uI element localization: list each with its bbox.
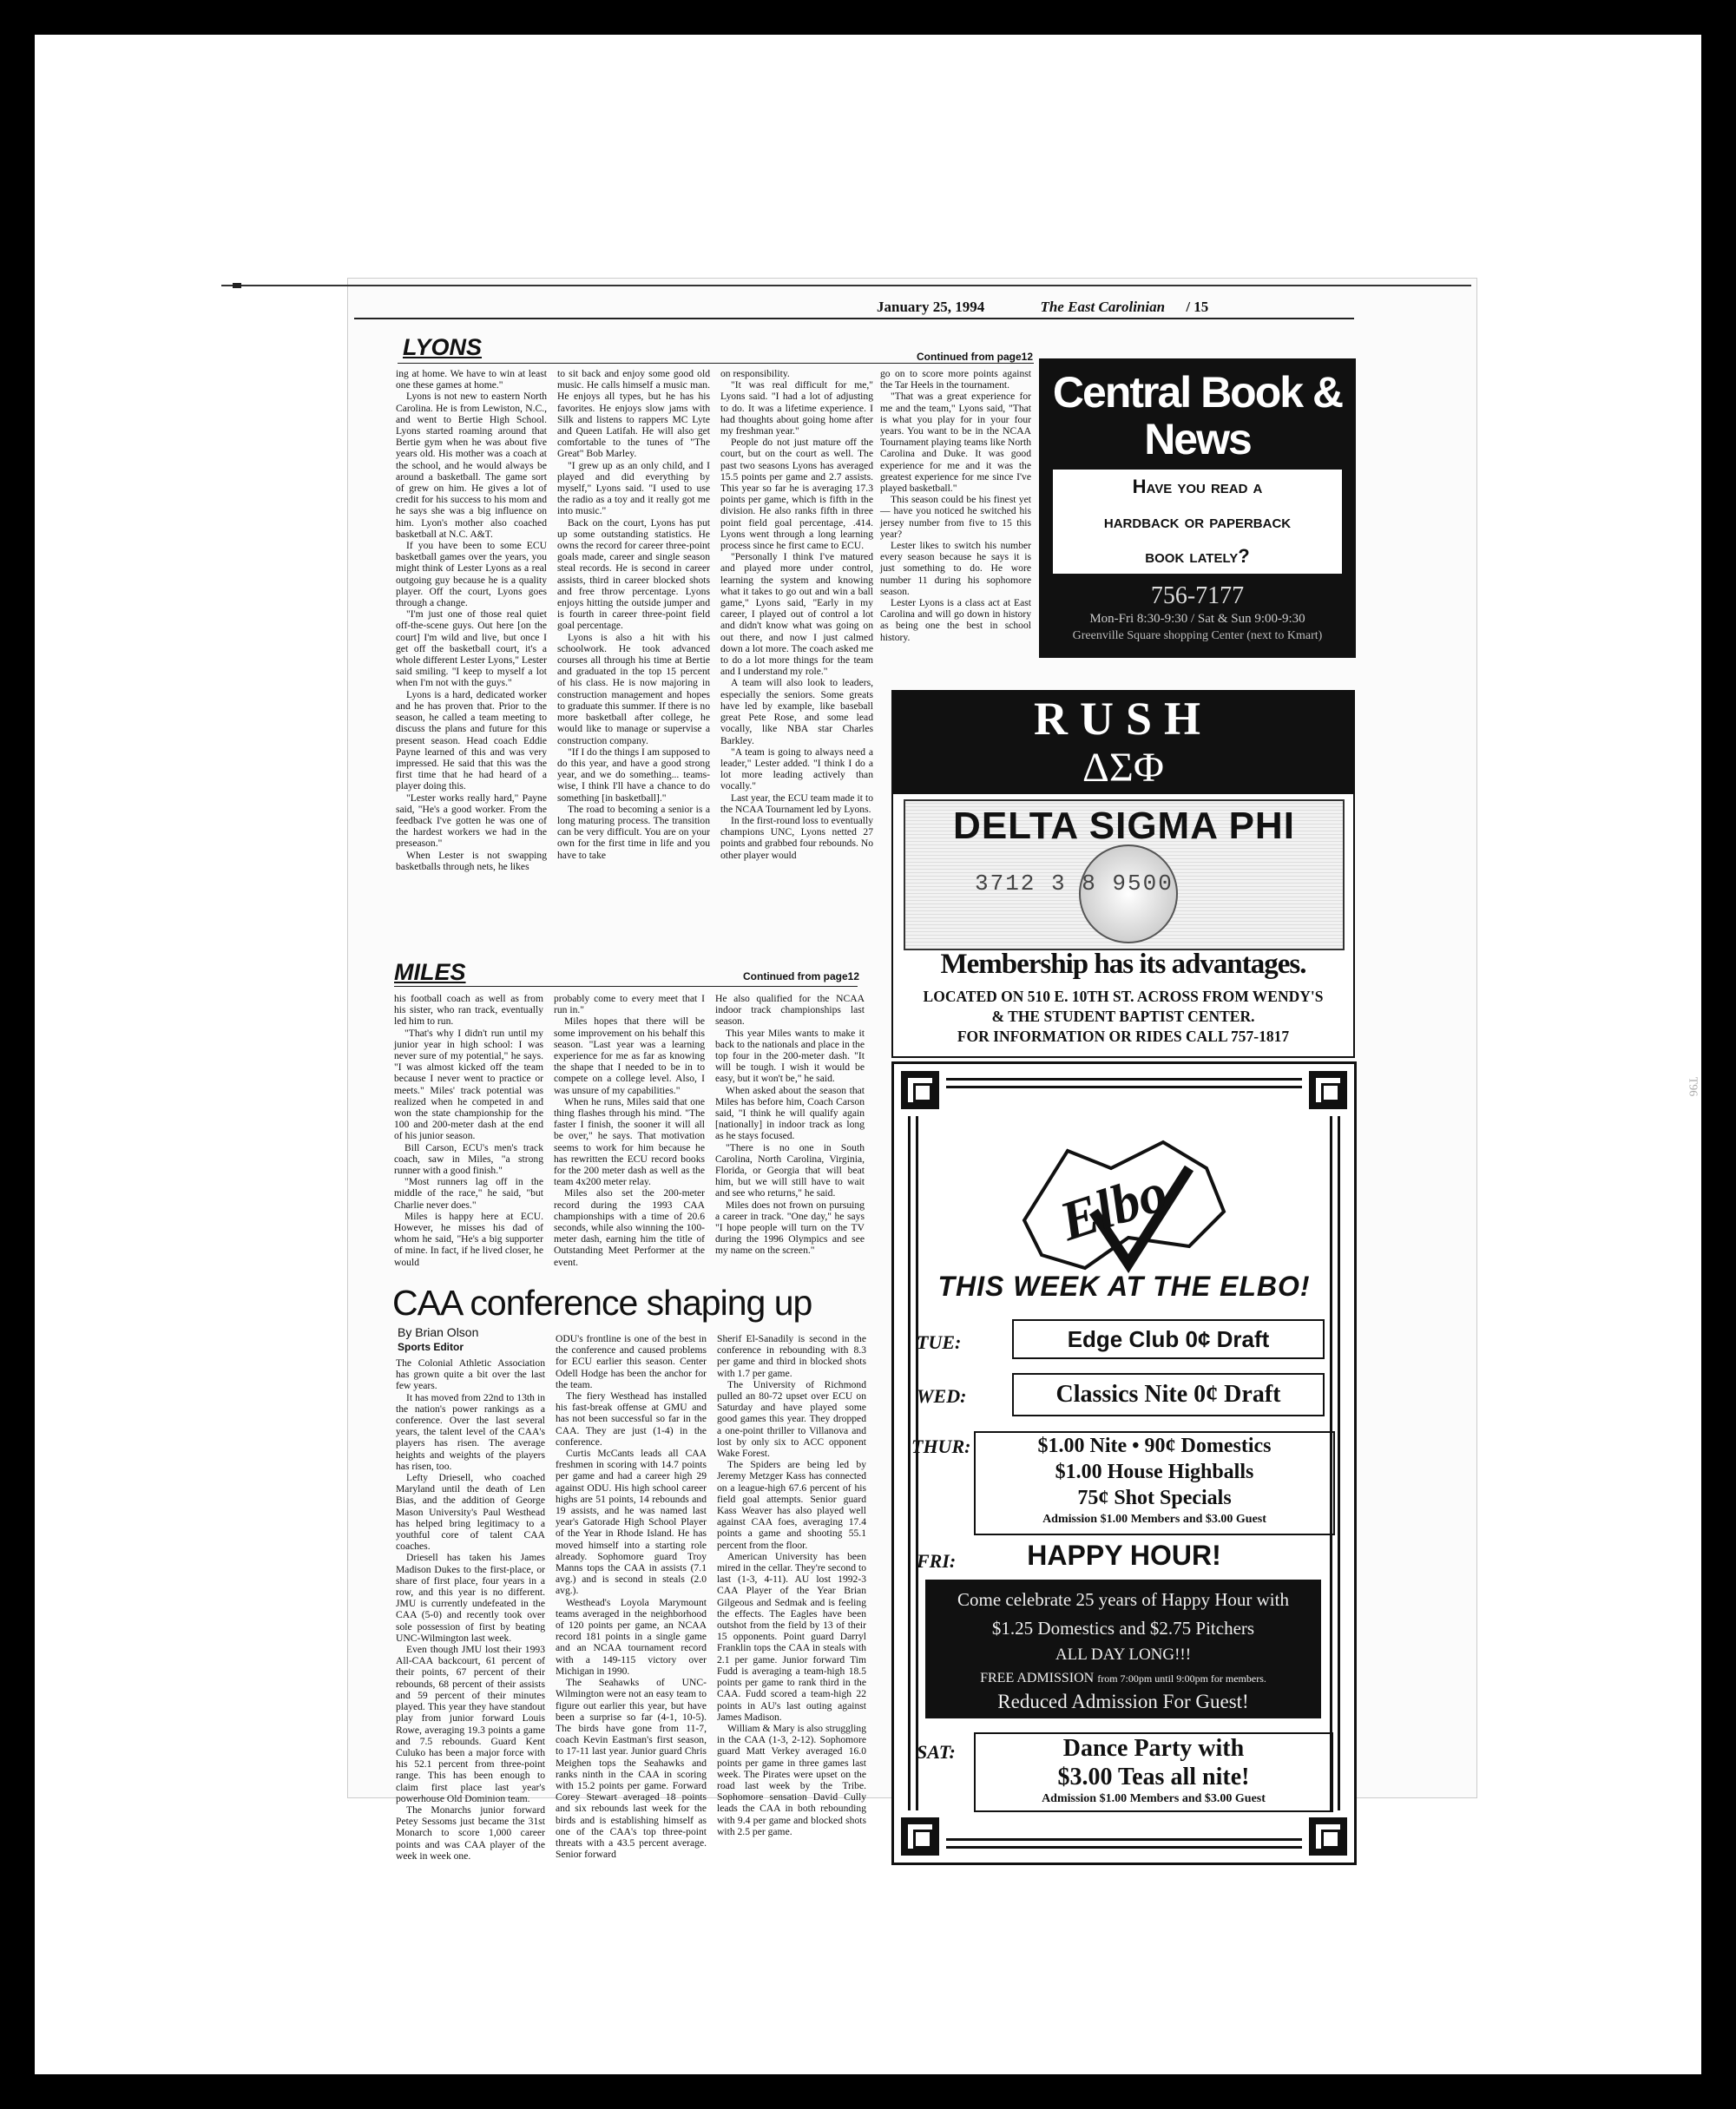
corner-ornament-icon [1309,1071,1347,1109]
paper-name: The East Carolinian [1040,299,1166,315]
sat-label: SAT: [917,1741,956,1763]
lyons-column-4 [880,368,1031,672]
fri-line-3: ALL DAY LONG!!! [1055,1646,1192,1664]
wed-label: WED: [917,1385,967,1407]
paragraph: Curtis McCants leads all CAA freshmen in scoring with 14.7 points per game and had a career high 29 against ODU. His high school career highs are 51 points, 14 rebounds and 19 assists, and he was named last year's Gatorade High School Player of the Year in Rhode Island. He has moved himself into a starting role already. Sophomore guard Troy Manns tops the CAA in assists (7.1 avg.) and is second in steals (2.0 avg.). [556,1448,707,1597]
paragraph: Lyons is a hard, dedicated worker and he has proven that. Prior to the season, he called a team meeting to discuss the plans and future for this present season. Head coach Eddie Payne learned of this and was very impressed. He said that this was the first time that he had heard of a player doing this. [396,688,547,792]
paragraph: Miles also set the 200-meter record during the 1993 CAA championships with a time of 20.6 seconds, while also winning the 100-meter dash, earning him the title of Outstanding Meet Performer at the event. [554,1187,705,1268]
border-top [946,1078,1302,1088]
paragraph: Lester likes to switch his number every season because he says it is just something to do. He wore number 11 during his sophomore season. [880,540,1031,597]
paragraph: "It was real difficult for me," Lyons said. "I had a lot of adjusting to do. It was a lifetime experience. I had thoughts about going home after my freshman year." [720,379,873,437]
card-number: 3712 3 8 9500 [975,871,1174,897]
paragraph: Even though JMU lost their 1993 All-CAA backcourt, 61 percent of their points, 67 percent of their rebounds, 68 percent of their assists and 59 percent of their minutes played. This year they have standout play from junior forward Louis Rowe, averaging 19.3 points a game and 7.5 rebounds. Guard Kent Culuko has been a major force with his 52.1 percent from three-point range. This has been enough to claim first place last year's powerhouse Old Dominion team. [396,1644,545,1804]
thur-line-2: $1.00 House Highballs [1055,1461,1254,1483]
caa-column-1 [396,1357,545,1862]
corner-ornament-icon [901,1071,939,1109]
paragraph: "A team is going to always need a leader," Lester added. "I think I do a lot more leading actively than vocally." [720,746,873,792]
paragraph: When Lester is not swapping basketballs through nets, he likes [396,849,547,872]
paragraph: "Lester works really hard," Payne said, "He's a good worker. From the feedback I've gotten he was one of the hardest workers we had in the preseason." [396,792,547,850]
central-book-title: Central Book & News [1052,368,1343,463]
central-book-ad [1039,358,1356,658]
elbo-ad [891,1061,1357,1865]
paragraph: Sherif El-Sanadily is second in the conference in rebounding with 8.3 per game and third in blocked shots with 1.7 per game. [717,1333,866,1379]
miles-rule [394,986,858,987]
paragraph: "That was a great experience for me and the team," Lyons said, "That is what you play for in your four years. You want to be in the NCAA Tournament playing teams like North Carolina and Duke. It was good experience for me and it was the greatest experience for me since I've played basketball." [880,391,1031,495]
paragraph: He also qualified for the NCAA indoor track championships last season. [715,993,865,1028]
slogan-line-2: hardback or paperback [1103,510,1292,532]
issue-date: January 25, 1994 [877,299,985,315]
paragraph: Lyons is not new to eastern North Carolina. He is from Lewiston, N.C., and went to Bertie High School. Lyons started roaming around that Bertie gym when he was about five years old. His mother was a coach at the school, and he would always be around a basketball. The game sort of grew on him. He gives a lot of credit for his success to his mom and he says she was a big influence on him. Lyon's mother also coached basketball at N.C. A&T. [396,391,547,540]
paragraph: The road to becoming a senior is a long maturing process. The transition can be very difficult. You are on your own for the first time in life and you have to take [557,803,710,861]
sat-line-2: $3.00 Teas all nite! [1057,1764,1250,1790]
crop-mark [233,283,241,288]
border-left [908,1116,918,1810]
paragraph: In the first-round loss to eventually champions UNC, Lyons netted 27 points and grabbed four rebounds. No other player would [720,814,873,861]
thur-label: THUR: [911,1436,971,1457]
top-rule [221,285,1471,286]
paragraph: Bill Carson, ECU's men's track coach, saw in Miles, "a strong runner with a good finish." [394,1141,543,1177]
greek-letters: ΔΣΦ [1082,745,1164,791]
rush-banner [893,692,1353,794]
paragraph: The Colonial Athletic Association has grown quite a bit over the last few years. [396,1357,545,1392]
paragraph: Lyons is also a hit with his schoolwork. He took advanced courses all through his time at Bertie and graduated in the top 15 percent of his class. He is now majoring in construction management and hopes to graduate this summer. If there is no more basketball after college, he would like to manage or supervise a construction company. [557,631,710,746]
paragraph: probably come to every meet that I run in." [554,993,705,1016]
paragraph: Westhead's Loyola Marymount teams averaged in the neighborhood of 120 points per game, an NCAA record 181 points in a single game and an NCAA tournament record with a 149-115 victory over Michigan in 1990. [556,1596,707,1677]
paragraph: ODU's frontline is one of the best in the conference and caused problems for ECU earlier this season. Center Odell Hodge has been the anchor for the team. [556,1333,707,1390]
paragraph: "There is no one in South Carolina, North Carolina, Virginia, Florida, or Georgia that will beat him, but we will still have to wait and see who returns," he said. [715,1141,865,1199]
rush-word: RUSH [1033,693,1213,745]
paragraph: People do not just mature off the court, but on the court as well. The past two seasons Lyons has averaged 15.5 points per game and 2.7 assists. This year so far he is averaging 17.3 points per game, which is fifth in the division. He also ranks fifth in three point field goal percentage, .414. Lyons went through a long learning process since he first came to ECU. [720,437,873,552]
sat-special [974,1732,1333,1812]
thur-line-1: $1.00 Nite • 90¢ Domestics [1037,1435,1272,1457]
central-book-hours: Mon-Fri 8:30-9:30 / Sat & Sun 9:00-9:30 [1089,612,1305,626]
rush-info-line-1: LOCATED ON 510 E. 10TH ST. ACROSS FROM WENDY'S [923,988,1324,1005]
thur-special [974,1431,1335,1535]
paragraph: his football coach as well as from his sister, who ran track, eventually led him to run. [394,993,543,1028]
paragraph: The University of Richmond pulled an 80-72 upset over ECU on Saturday and have played some good games this year. They dropped a one-point thriller to Villanova and lost by only six to ACC opponent Wake Forest. [717,1378,866,1460]
caa-byline: By Brian Olson [398,1325,479,1339]
lyons-column-3 [720,368,873,951]
paragraph: Lester Lyons is a class act at East Carolina and will go down in history as being one the best in school history. [880,597,1031,643]
caa-byline-role: Sports Editor [398,1341,464,1353]
paragraph: William & Mary is also struggling in the CAA (1-3, 2-12). Sophomore guard Matt Verkey averaged 16.0 points per game in three games last week. The Pirates were upset on the road last week by the Tribe. Sophomore sensation David Cully leads the CAA in both rebounding with 9.4 per game and blocked shots with 2.5 per game. [717,1722,866,1837]
lyons-kicker: LYONS [403,334,483,360]
paragraph: Back on the court, Lyons has put up some outstanding statistics. He owns the record for career three-point goals made, career and single season steal records. He is second in career assists, third in career blocked shots and free throw percentage. Lyons enjoys hitting the outside jumper and is fourth in career three-point field goal percentage. [557,516,710,632]
paragraph: The Monarchs junior forward Petey Sessoms just became the 31st Monarch to score 1,000 career points and was CAA player of the week in week one. [396,1803,545,1862]
slogan-line-3: book lately? [1145,545,1250,567]
paragraph: "Most runners lag off in the middle of the race," he said, "but Charlie never does." [394,1176,543,1211]
paragraph: on responsibility. [720,368,790,379]
tue-special: Edge Club 0¢ Draft [1012,1319,1325,1359]
sat-line-1: Dance Party with [1062,1735,1245,1762]
elbo-logo-text: Elbo [1052,1160,1174,1253]
paragraph: A team will also look to leaders, especially the seniors. Some greats have led by example, like baseball great Pete Rose, and some lead vocally, like NBA star Charles Barkley. [720,677,873,746]
paragraph: to sit back and enjoy some good old music. He calls himself a music man. He enjoys all types, but he has his favorites. He enjoys slow jams with Silk and listens to rappers MC Lyte and Queen Latifah. He will also get comfortable to the tunes of "The Great" Bob Marley. [557,368,710,460]
rush-info-line-2: & THE STUDENT BAPTIST CENTER. [991,1008,1255,1025]
miles-kicker: MILES [394,959,466,985]
card-fraternity-name: DELTA SIGMA PHI [953,805,1295,847]
paragraph: This season could be his finest yet — have you noticed he switched his jersey number from five to 15 this year? [880,494,1031,540]
paragraph: When asked about the season that Miles has before him, Coach Carson said, "I think he will qualify again [nationally] in indoor track as long as he stays focused. [715,1084,865,1142]
caa-column-3 [717,1333,866,1837]
delta-sigma-phi-ad [891,690,1355,1058]
caa-column-2 [556,1333,707,1861]
paragraph: If you have been to some ECU basketball games over the years, you might think of Lester Lyons as a real outgoing guy because he is a quality player. Off the court, Lyons goes through a change. [396,540,547,609]
fri-line-1: Come celebrate 25 years of Happy Hour with [957,1589,1289,1610]
fri-line-5: Reduced Admission For Guest! [997,1691,1249,1712]
happy-hour-title: HAPPY HOUR! [1027,1540,1221,1571]
elbo-logo-icon [990,1116,1267,1290]
lyons-rule [398,363,1034,364]
paragraph: Miles is happy here at ECU. However, he misses his dad of whom he said, "He's a big supporter of mine. In fact, if he lived closer, he would [394,1210,543,1268]
fri-line-2: $1.25 Domestics and $2.75 Pitchers [991,1618,1255,1639]
margin-note: T96 [1686,1076,1700,1097]
paragraph: This year Miles wants to make it back to the nationals and place in the top four in the 200-meter dash. "It will be tough. I wish it would be easy, but it won't be," he said. [715,1027,865,1085]
page-number: / 15 [1186,299,1209,315]
paragraph: It has moved from 22nd to 13th in the nation's power rankings as a conference. Over the last several years, the talent level of the CAA's players has risen. The average heights and weights of the players has risen, too. [396,1391,545,1472]
central-book-phone: 756-7177 [1150,582,1245,609]
paragraph: "I'm just one of those real quiet off-the-scene guys. Out here [on the court] I'm wild and live, but once I get off the basketball court, it's a whole different Lester Lyons," Lester said smiling. "I keep to myself a lot when I'm not with the guys." [396,608,547,689]
fri-free-hours: from 7:00pm until 9:00pm for members. [1097,1672,1266,1685]
page-header [877,299,1208,316]
sat-line-3: Admission $1.00 Members and $3.00 Guest [1042,1792,1266,1805]
wed-special: Classics Nite 0¢ Draft [1012,1373,1325,1416]
miles-column-1 [394,993,543,1279]
paragraph: Driesell has taken his James Madison Dukes to the first-place, or share of first place, four years in a row, and this year is no different. JMU is currently undefeated in the CAA (5-0) and recently took over sole possession of first by beating UNC-Wilmington last week. [396,1552,545,1644]
caa-headline: CAA conference shaping up [392,1283,812,1323]
paragraph: go on to score more points against the Tar Heels in the tournament. [880,368,1031,391]
fri-special [925,1580,1321,1718]
paragraph: Lefty Driesell, who coached Maryland until the death of Len Bias, and the addition of George Mason University's Paul Westhead has helped bring legitimacy to a youthful core of talent CAA coaches. [396,1472,545,1553]
slogan-line-1: Have you read a [1132,476,1263,497]
fri-label: FRI: [917,1550,957,1572]
miles-column-2 [554,993,705,1279]
header-rule [354,318,1354,319]
elbo-headline: THIS WEEK AT THE ELBO! [937,1271,1311,1302]
fri-line-4 [925,1668,1321,1689]
lyons-continued: Continued from page12 [917,351,1034,363]
paragraph: Miles does not frown on pursuing a career in track. "One day," he says "I hope people will turn on the TV during the 1996 Olympics and see my name on the screen." [715,1199,865,1257]
miles-continued: Continued from page12 [743,970,860,982]
corner-ornament-icon [901,1817,939,1856]
paragraph: "I grew up as an only child, and I played and did everything by myself," Lyons said. "I used to use the radio as a toy and it really got me into music." [557,459,710,517]
central-book-location: Greenville Square shopping Center (next to Kmart) [1072,629,1323,642]
fri-free-admission: FREE ADMISSION [980,1671,1095,1685]
thur-line-3: 75¢ Shot Specials [1077,1487,1232,1509]
tue-label: TUE: [917,1331,962,1353]
paragraph: "If I do the things I am supposed to do this year, and have a good strong year, and we do something... teams-wise, I think I'll have a chance to do something [in basketball]." [557,746,710,804]
thur-line-4: Admission $1.00 Members and $3.00 Guest [1042,1513,1266,1526]
paragraph: When he runs, Miles said that one thing flashes through his mind. "The faster I finish, the sooner it will all be over," he says. That motivation seems to work for him because he has rewritten the ECU record books for the 200 meter dash as well as the team 4x200 meter relay. [554,1095,705,1188]
paragraph: ing at home. We have to win at least one these games at home." [396,368,547,391]
border-bottom [946,1838,1302,1849]
paragraph: The fiery Westhead has installed his fast-break offense at GMU and has not been successful so far in the CAA. They are just (1-4) in the conference. [556,1390,707,1448]
rush-info-line-3: FOR INFORMATION OR RIDES CALL 757-1817 [957,1028,1290,1045]
membership-card-graphic [904,799,1345,950]
paragraph: The Spiders are being led by Jeremy Metzger Kass has connected on a league-high 67.6 percent of his field goal attempts. Senior guard Kass Weaver has also played well against CAA foes, averaging 17.4 points a game and shooting 55.1 percent from the floor. [717,1459,866,1551]
rush-slogan: Membership has its advantages. [940,949,1306,980]
lyons-column-2 [557,368,710,951]
paragraph: Miles hopes that there will be some improvement on his behalf this season. "Last year was a learning experience for me as far as knowing the shape that I needed to be in to compete on a college level. Also, I was unsure of my capabilities." [554,1015,705,1096]
corner-ornament-icon [1309,1817,1347,1856]
central-book-slogan [1053,470,1342,574]
rush-info [893,987,1353,1047]
paragraph: "Personally I think I've matured and played more under control, learning the system and knowing what it takes to go out and win a ball game," Lyons said, "Early in my career, I played out of control a lot and didn't know what was going on out there, and now I just calmed down a lot more. The coach asked me to do a lot more things for the team and I understand my role." [720,551,873,678]
paragraph: American University has been mired in the cellar. They're second to last (1-3, 4-11). AU lost 1992-3 CAA Player of the Year Brian Gilgeous and Sedmak and is feeling the effects. The Eagles have been outshot from the field by 13 of their 15 opponents. Point guard Darryl Franklin tops the CAA in steals with 2.1 per game. Junior forward Tim Fudd is averaging a team-high 18.5 points per game to rank third in the CAA. Fudd scored a team-high 22 points in AU's last outing against James Madison. [717,1550,866,1723]
paragraph: "That's why I didn't run until my junior year in high school: I was never sure of my potential," he says. "I was almost kicked off the team because I never went to practice or meets." Miles' track potential was realized when he competed in and won the state championship for the 100 and 200-meter dash at the end of his junior season. [394,1027,543,1142]
lyons-column-1 [396,368,547,951]
paragraph: Last year, the ECU team made it to the NCAA Tournament led by Lyons. [720,792,873,815]
paragraph: The Seahawks of UNC-Wilmington were not an easy team to figure out earlier this year, but have been a surprise so far (4-1, 10-5). The birds have gone from 11-7, coach Kevin Eastman's first season, to 17-11 last year. Junior guard Chris Meighen tops the Seahawks and ranks ninth in the CAA in scoring with 15.2 points per game. Forward Corey Stewart averaged 18 points and six rebounds last week for the birds and is establishing himself as one of the CAA's top three-point threats with a 43.5 percent average. Senior forward [556,1677,707,1861]
miles-column-3 [715,993,865,1279]
